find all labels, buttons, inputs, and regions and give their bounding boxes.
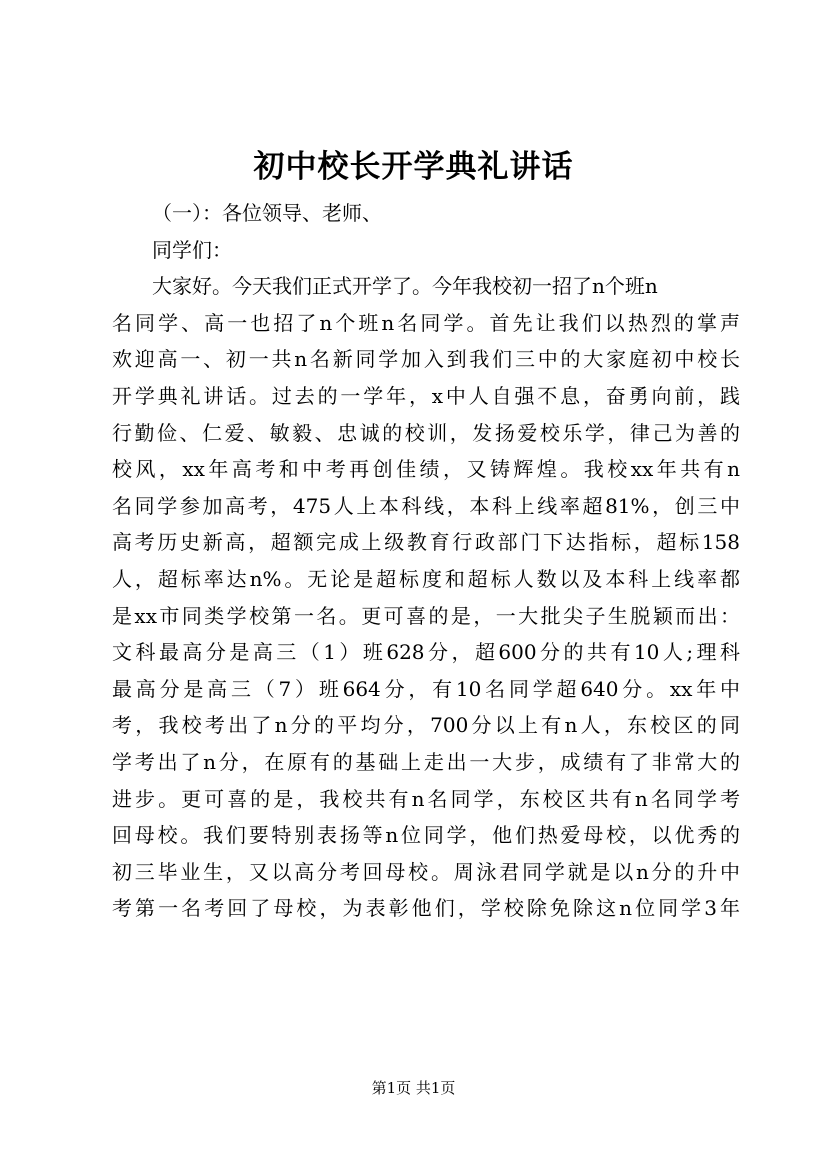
body-line: 是xx市同类学校第一名。更可喜的是，一大批尖子生脱颖而出： — [112, 603, 740, 628]
body-line: 校风，xx年高考和中考再创佳绩，又铸辉煌。我校xx年共有n — [112, 457, 740, 482]
body-line: 人，超标率达n%。无论是超标度和超标人数以及本科上线率都 — [112, 566, 740, 591]
body-line: 行勤俭、仁爱、敏毅、忠诚的校训，发扬爱校乐学，律己为善的 — [112, 420, 740, 445]
body-line: 初三毕业生，又以高分考回母校。周泳君同学就是以n分的升中 — [112, 859, 740, 884]
body-line: 最高分是高三（7）班664分，有10名同学超640分。xx年中 — [112, 676, 740, 701]
body-line: 欢迎高一、初一共n名新同学加入到我们三中的大家庭初中校长 — [112, 347, 740, 372]
body-line: 进步。更可喜的是，我校共有n名同学，东校区共有n名同学考 — [112, 786, 740, 811]
document-title: 初中校长开学典礼讲话 — [253, 149, 574, 185]
body-line: 名同学参加高考，475人上本科线，本科上线率超81%，创三中 — [112, 493, 740, 518]
body-line: （一）：各位领导、老师、 — [152, 201, 382, 225]
body-line: 回母校。我们要特别表扬等n位同学，他们热爱母校，以优秀的 — [112, 823, 740, 848]
body-line: 考，我校考出了n分的平均分，700分以上有n人，东校区的同 — [112, 713, 740, 738]
body-line: 高考历史新高，超额完成上级教育行政部门下达指标，超标158 — [112, 530, 740, 555]
body-line: 学考出了n分，在原有的基础上走出一大步，成绩有了非常大的 — [112, 749, 740, 774]
body-line: 同学们： — [152, 237, 232, 262]
document-body — [112, 195, 740, 927]
body-line: 开学典礼讲话。过去的一学年，x中人自强不息，奋勇向前，践 — [112, 383, 740, 408]
body-line: 文科最高分是高三（1）班628分，超600分的共有10人;理科 — [112, 640, 740, 665]
page-footer: 第1页 共1页 — [371, 1079, 456, 1097]
body-line: 大家好。今天我们正式开学了。今年我校初一招了n个班n — [152, 274, 658, 299]
body-line: 考第一名考回了母校，为表彰他们，学校除免除这n位同学3年 — [112, 896, 740, 921]
body-line: 名同学、高一也招了n个班n名同学。首先让我们以热烈的掌声 — [112, 310, 740, 335]
